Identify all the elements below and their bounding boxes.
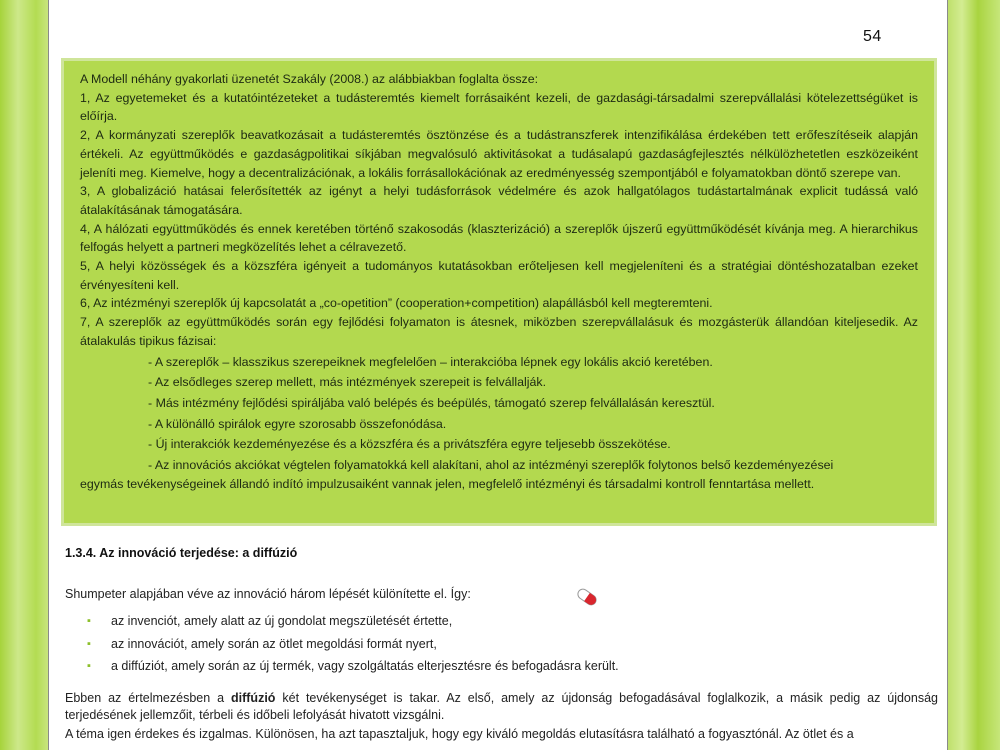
page-number: 54	[863, 28, 882, 45]
bullet-icon: ▪	[87, 637, 91, 650]
bullet-text: az invenciót, amely alatt az új gondolat megszületését értette,	[111, 614, 453, 628]
box-point-2: 2, A kormányzati szereplők beavatkozásait a tudásteremtés ösztönzése és a tudástranszferek intenzifikálása érdekében tett erőfeszítéseik alapján értékeli. Az együttműködés e gazdaságpolitikai síkjában megvalósuló aktivitásokat a tudásalapú gazdaságfejlesztés nélkülözhetetlen eszközeiként jeleníti meg. Kiemelve, hogy a decentralizációnak, a lokális forrásallokációnak az eredményesség szempontjából e folyamatokban döntő szerepe van.	[80, 128, 918, 180]
list-item	[65, 610, 619, 633]
box-point-7: 7, A szereplők az együttműködés során egy fejlődési folyamaton is átesnek, miközben szerepvállalásuk és mozgásterük állandóan kiteljesedik. Az átalakulás tipikus fázisai:	[80, 315, 918, 348]
paragraph-topic: A téma igen érdekes és izgalmas. Különösen, ha azt tapasztaljuk, hogy egy kiváló megoldás elutasításra található a fogyasztónál. Az ötlet és a	[65, 727, 854, 741]
pill-icon	[574, 584, 600, 610]
box-intro: A Modell néhány gyakorlati üzenetét Szakály (2008.) az alábbiakban foglalta össze:	[80, 72, 539, 86]
section-title: 1.3.4. Az innováció terjedése: a diffúzió	[65, 546, 298, 560]
paragraph-text: két tevékenységet is takar. Az első, amely az újdonság befogadásával foglalkozik, a másik pedig az újdonság terjedésének jellemzőit, térbeli és időbeli lefolyását hivatott vizsgálni.	[65, 691, 938, 722]
phase-item: - A szereplők – klasszikus szerepeiknek megfelelően – interakcióba lépnek egy lokális akció keretében.	[148, 354, 713, 369]
list-item	[65, 633, 619, 656]
box-closing: egymás tevékenységeinek állandó indító impulzusaiként vannak jelen, megfelelő intézményi és társadalmi kontroll fenntartása mellett.	[80, 476, 815, 491]
bullet-text: az innovációt, amely során az ötlet megoldási formát nyert,	[111, 636, 437, 651]
box-point-4: 4, A hálózati együttműködés és ennek keretében történő szakosodás (klaszterizáció) a szereplők újszerű együttműködését kívánja meg. A hierarchikus felfogás helyett a partneri megközelítés lehet a célravezető.	[80, 221, 918, 255]
phase-item: - Más intézmény fejlődési spiráljába való belépés és beépülés, támogató szerep felvállalásán keresztül.	[148, 395, 715, 410]
bold-term: diffúzió	[231, 691, 276, 705]
intro-text: Shumpeter alapjában véve az innováció három lépését különítette el. Így:	[65, 587, 471, 601]
paragraph-text: Ebben az értelmezésben a	[65, 691, 231, 705]
summary-box	[61, 58, 937, 526]
phase-item: - A különálló spirálok egyre szorosabb összefonódása.	[148, 416, 447, 431]
bullet-icon: ▪	[87, 660, 91, 672]
box-point-6: 6, Az intézményi szereplők új kapcsolatát a „co-opetition” (cooperation+competition) alapállásból kell megteremteni.	[80, 296, 713, 311]
phase-item: - Új interakciók kezdeményezése és a közszféra és a privátszféra egyre teljesebb összekötése.	[148, 437, 671, 452]
bullet-list	[65, 610, 619, 678]
phase-item: - Az innovációs akciókat végtelen folyamatokká kell alakítani, ahol az intézményi szereplők folytonos belső kezdeményezései	[148, 458, 834, 473]
document-page	[48, 0, 948, 750]
paragraph-diffusion	[65, 690, 938, 724]
bullet-icon: ▪	[87, 615, 91, 627]
summary-box-content	[70, 67, 928, 517]
box-point-5: 5, A helyi közösségek és a közszféra igényeit a tudományos kutatásokban erőteljesen kell megjeleníteni és a stratégiai döntéshozatalban ezeket érvényesíteni kell.	[80, 259, 918, 292]
phase-item: - Az elsődleges szerep mellett, más intézmények szerepeit is felvállalják.	[148, 375, 547, 390]
list-item	[65, 655, 619, 678]
bullet-text: a diffúziót, amely során az új termék, vagy szolgáltatás elterjesztésre és befogadásra került.	[111, 659, 619, 673]
box-point-3: 3, A globalizáció hatásai felerősítették az igényt a helyi tudásforrások védelmére és azok hallgatólagos tudástartalmának explicit tudássá való átalakításának támogatására.	[80, 184, 918, 217]
background-right-stripes	[948, 0, 1000, 750]
box-point-1: 1, Az egyetemeket és a kutatóintézeteket a tudásteremtés kiemelt forrásaiként kezeli, de gazdasági-társadalmi szerepvállalási kötelezettségüket is előírja.	[80, 90, 918, 124]
